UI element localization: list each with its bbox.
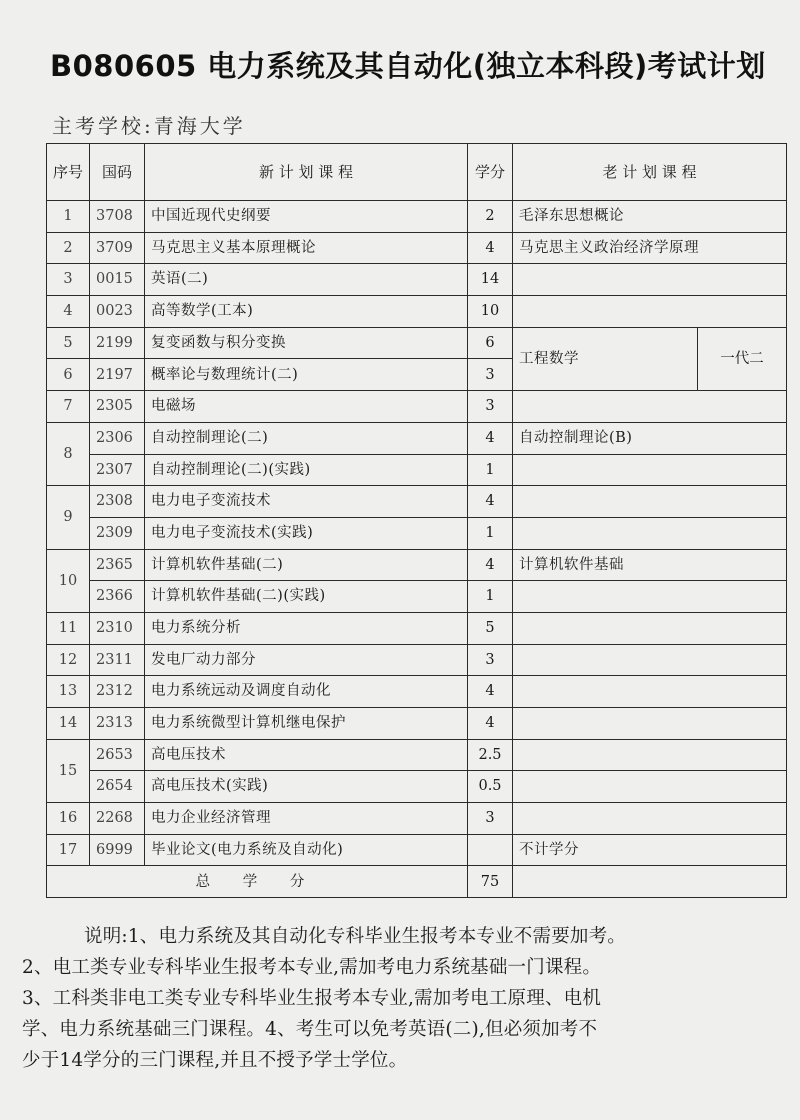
table-row bbox=[47, 327, 787, 359]
new-course-name: 自动控制理论(二) bbox=[145, 422, 468, 454]
new-course-name: 概率论与数理统计(二) bbox=[145, 359, 468, 391]
old-course-name bbox=[513, 264, 787, 296]
old-course-name: 计算机软件基础 bbox=[513, 549, 787, 581]
table-row bbox=[47, 771, 787, 803]
row-number: 14 bbox=[47, 708, 90, 740]
course-code: 2308 bbox=[90, 486, 145, 518]
old-course-note: 一代二 bbox=[698, 327, 787, 390]
course-code: 2312 bbox=[90, 676, 145, 708]
course-code: 2197 bbox=[90, 359, 145, 391]
new-course-name: 发电厂动力部分 bbox=[145, 644, 468, 676]
row-number: 16 bbox=[47, 803, 90, 835]
note-line: 3、工科类非电工类专业专科毕业生报考本专业,需加考电工原理、电机 bbox=[22, 988, 602, 1009]
course-code: 2268 bbox=[90, 803, 145, 835]
table-row bbox=[47, 739, 787, 771]
table-row bbox=[47, 201, 787, 233]
course-code: 3708 bbox=[90, 201, 145, 233]
old-course-name bbox=[513, 771, 787, 803]
course-credit: 4 bbox=[468, 676, 513, 708]
row-number: 9 bbox=[47, 486, 90, 549]
exam-school: 主考学校:青海大学 bbox=[52, 114, 246, 138]
course-credit: 3 bbox=[468, 644, 513, 676]
new-course-name: 电力系统分析 bbox=[145, 612, 468, 644]
new-course-name: 电力系统微型计算机继电保护 bbox=[145, 708, 468, 740]
table-row bbox=[47, 486, 787, 518]
new-course-name: 高电压技术 bbox=[145, 739, 468, 771]
total-old-cell bbox=[513, 866, 787, 898]
new-course-name: 电力电子变流技术 bbox=[145, 486, 468, 518]
new-course-name: 高等数学(工本) bbox=[145, 296, 468, 328]
course-credit: 3 bbox=[468, 391, 513, 423]
course-credit: 4 bbox=[468, 708, 513, 740]
note-line: 说明:1、电力系统及其自动化专科毕业生报考本专业不需要加考。 bbox=[84, 926, 627, 947]
new-course-name: 高电压技术(实践) bbox=[145, 771, 468, 803]
new-course-name: 电力系统远动及调度自动化 bbox=[145, 676, 468, 708]
course-code: 2313 bbox=[90, 708, 145, 740]
old-course-name bbox=[513, 739, 787, 771]
old-course-name bbox=[513, 708, 787, 740]
new-course-name: 毕业论文(电力系统及自动化) bbox=[145, 834, 468, 866]
note-line: 2、电工类专业专科毕业生报考本专业,需加考电力系统基础一门课程。 bbox=[22, 957, 602, 978]
course-credit: 1 bbox=[468, 581, 513, 613]
old-course-name bbox=[513, 581, 787, 613]
course-credit: 4 bbox=[468, 486, 513, 518]
table-row bbox=[47, 296, 787, 328]
new-course-name: 电力企业经济管理 bbox=[145, 803, 468, 835]
course-code: 2310 bbox=[90, 612, 145, 644]
course-code: 6999 bbox=[90, 834, 145, 866]
row-number: 4 bbox=[47, 296, 90, 328]
header-code: 国码 bbox=[90, 144, 145, 201]
course-credit: 5 bbox=[468, 612, 513, 644]
new-course-name: 计算机软件基础(二)(实践) bbox=[145, 581, 468, 613]
old-course-name bbox=[513, 644, 787, 676]
course-code: 2306 bbox=[90, 422, 145, 454]
table-row bbox=[47, 517, 787, 549]
course-credit: 14 bbox=[468, 264, 513, 296]
new-course-name: 自动控制理论(二)(实践) bbox=[145, 454, 468, 486]
row-number: 17 bbox=[47, 834, 90, 866]
old-course-name bbox=[513, 391, 787, 423]
course-credit: 4 bbox=[468, 549, 513, 581]
course-credit: 4 bbox=[468, 232, 513, 264]
old-course-name bbox=[513, 676, 787, 708]
old-course-name: 毛泽东思想概论 bbox=[513, 201, 787, 233]
total-label: 总 学 分 bbox=[47, 866, 468, 898]
row-number: 1 bbox=[47, 201, 90, 233]
row-number: 6 bbox=[47, 359, 90, 391]
new-course-name: 中国近现代史纲要 bbox=[145, 201, 468, 233]
course-code: 2311 bbox=[90, 644, 145, 676]
course-code: 2309 bbox=[90, 517, 145, 549]
course-code: 0015 bbox=[90, 264, 145, 296]
course-credit: 2 bbox=[468, 201, 513, 233]
course-credit: 3 bbox=[468, 359, 513, 391]
table-row bbox=[47, 454, 787, 486]
row-number: 5 bbox=[47, 327, 90, 359]
row-number: 8 bbox=[47, 422, 90, 485]
new-course-name: 英语(二) bbox=[145, 264, 468, 296]
course-code: 2305 bbox=[90, 391, 145, 423]
old-course-name bbox=[513, 454, 787, 486]
course-code: 2654 bbox=[90, 771, 145, 803]
new-course-name: 马克思主义基本原理概论 bbox=[145, 232, 468, 264]
course-code: 2653 bbox=[90, 739, 145, 771]
explanation-notes bbox=[22, 921, 770, 1076]
course-credit: 4 bbox=[468, 422, 513, 454]
row-number: 13 bbox=[47, 676, 90, 708]
header-credit: 学分 bbox=[468, 144, 513, 201]
note-line: 学、电力系统基础三门课程。4、考生可以免考英语(二),但必须加考不 bbox=[22, 1019, 598, 1040]
new-course-name: 电磁场 bbox=[145, 391, 468, 423]
old-course-name: 工程数学 bbox=[513, 327, 698, 390]
table-row bbox=[47, 644, 787, 676]
course-credit: 1 bbox=[468, 517, 513, 549]
total-row bbox=[47, 866, 787, 898]
course-credit: 10 bbox=[468, 296, 513, 328]
course-credit: 6 bbox=[468, 327, 513, 359]
old-course-name: 不计学分 bbox=[513, 834, 787, 866]
table-row bbox=[47, 581, 787, 613]
course-credit: 3 bbox=[468, 803, 513, 835]
new-course-name: 计算机软件基础(二) bbox=[145, 549, 468, 581]
table-row bbox=[47, 232, 787, 264]
old-course-name bbox=[513, 296, 787, 328]
note-line: 少于14学分的三门课程,并且不授予学士学位。 bbox=[22, 1050, 408, 1071]
new-course-name: 电力电子变流技术(实践) bbox=[145, 517, 468, 549]
row-number: 2 bbox=[47, 232, 90, 264]
header-new-course: 新 计 划 课 程 bbox=[145, 144, 468, 201]
course-credit: 1 bbox=[468, 454, 513, 486]
total-credit: 75 bbox=[468, 866, 513, 898]
course-credit bbox=[468, 834, 513, 866]
table-row bbox=[47, 264, 787, 296]
table-row bbox=[47, 803, 787, 835]
header-old-course: 老 计 划 课 程 bbox=[513, 144, 787, 201]
table-header-row bbox=[47, 144, 787, 201]
course-code: 0023 bbox=[90, 296, 145, 328]
old-course-name bbox=[513, 803, 787, 835]
row-number: 3 bbox=[47, 264, 90, 296]
old-course-name bbox=[513, 612, 787, 644]
table-row bbox=[47, 834, 787, 866]
table-row bbox=[47, 422, 787, 454]
course-code: 2307 bbox=[90, 454, 145, 486]
new-course-name: 复变函数与积分变换 bbox=[145, 327, 468, 359]
course-code: 3709 bbox=[90, 232, 145, 264]
course-credit: 2.5 bbox=[468, 739, 513, 771]
header-no: 序号 bbox=[47, 144, 90, 201]
table-row bbox=[47, 549, 787, 581]
course-code: 2366 bbox=[90, 581, 145, 613]
table-row bbox=[47, 612, 787, 644]
course-credit: 0.5 bbox=[468, 771, 513, 803]
table-row bbox=[47, 676, 787, 708]
course-code: 2199 bbox=[90, 327, 145, 359]
row-number: 11 bbox=[47, 612, 90, 644]
old-course-name bbox=[513, 486, 787, 518]
row-number: 12 bbox=[47, 644, 90, 676]
course-code: 2365 bbox=[90, 549, 145, 581]
old-course-name bbox=[513, 517, 787, 549]
old-course-name: 自动控制理论(B) bbox=[513, 422, 787, 454]
table-row bbox=[47, 708, 787, 740]
old-course-name: 马克思主义政治经济学原理 bbox=[513, 232, 787, 264]
page-title: B080605 电力系统及其自动化(独立本科段)考试计划 bbox=[50, 49, 766, 83]
table-row bbox=[47, 391, 787, 423]
exam-plan-table bbox=[46, 143, 787, 898]
row-number: 7 bbox=[47, 391, 90, 423]
row-number: 10 bbox=[47, 549, 90, 612]
row-number: 15 bbox=[47, 739, 90, 802]
